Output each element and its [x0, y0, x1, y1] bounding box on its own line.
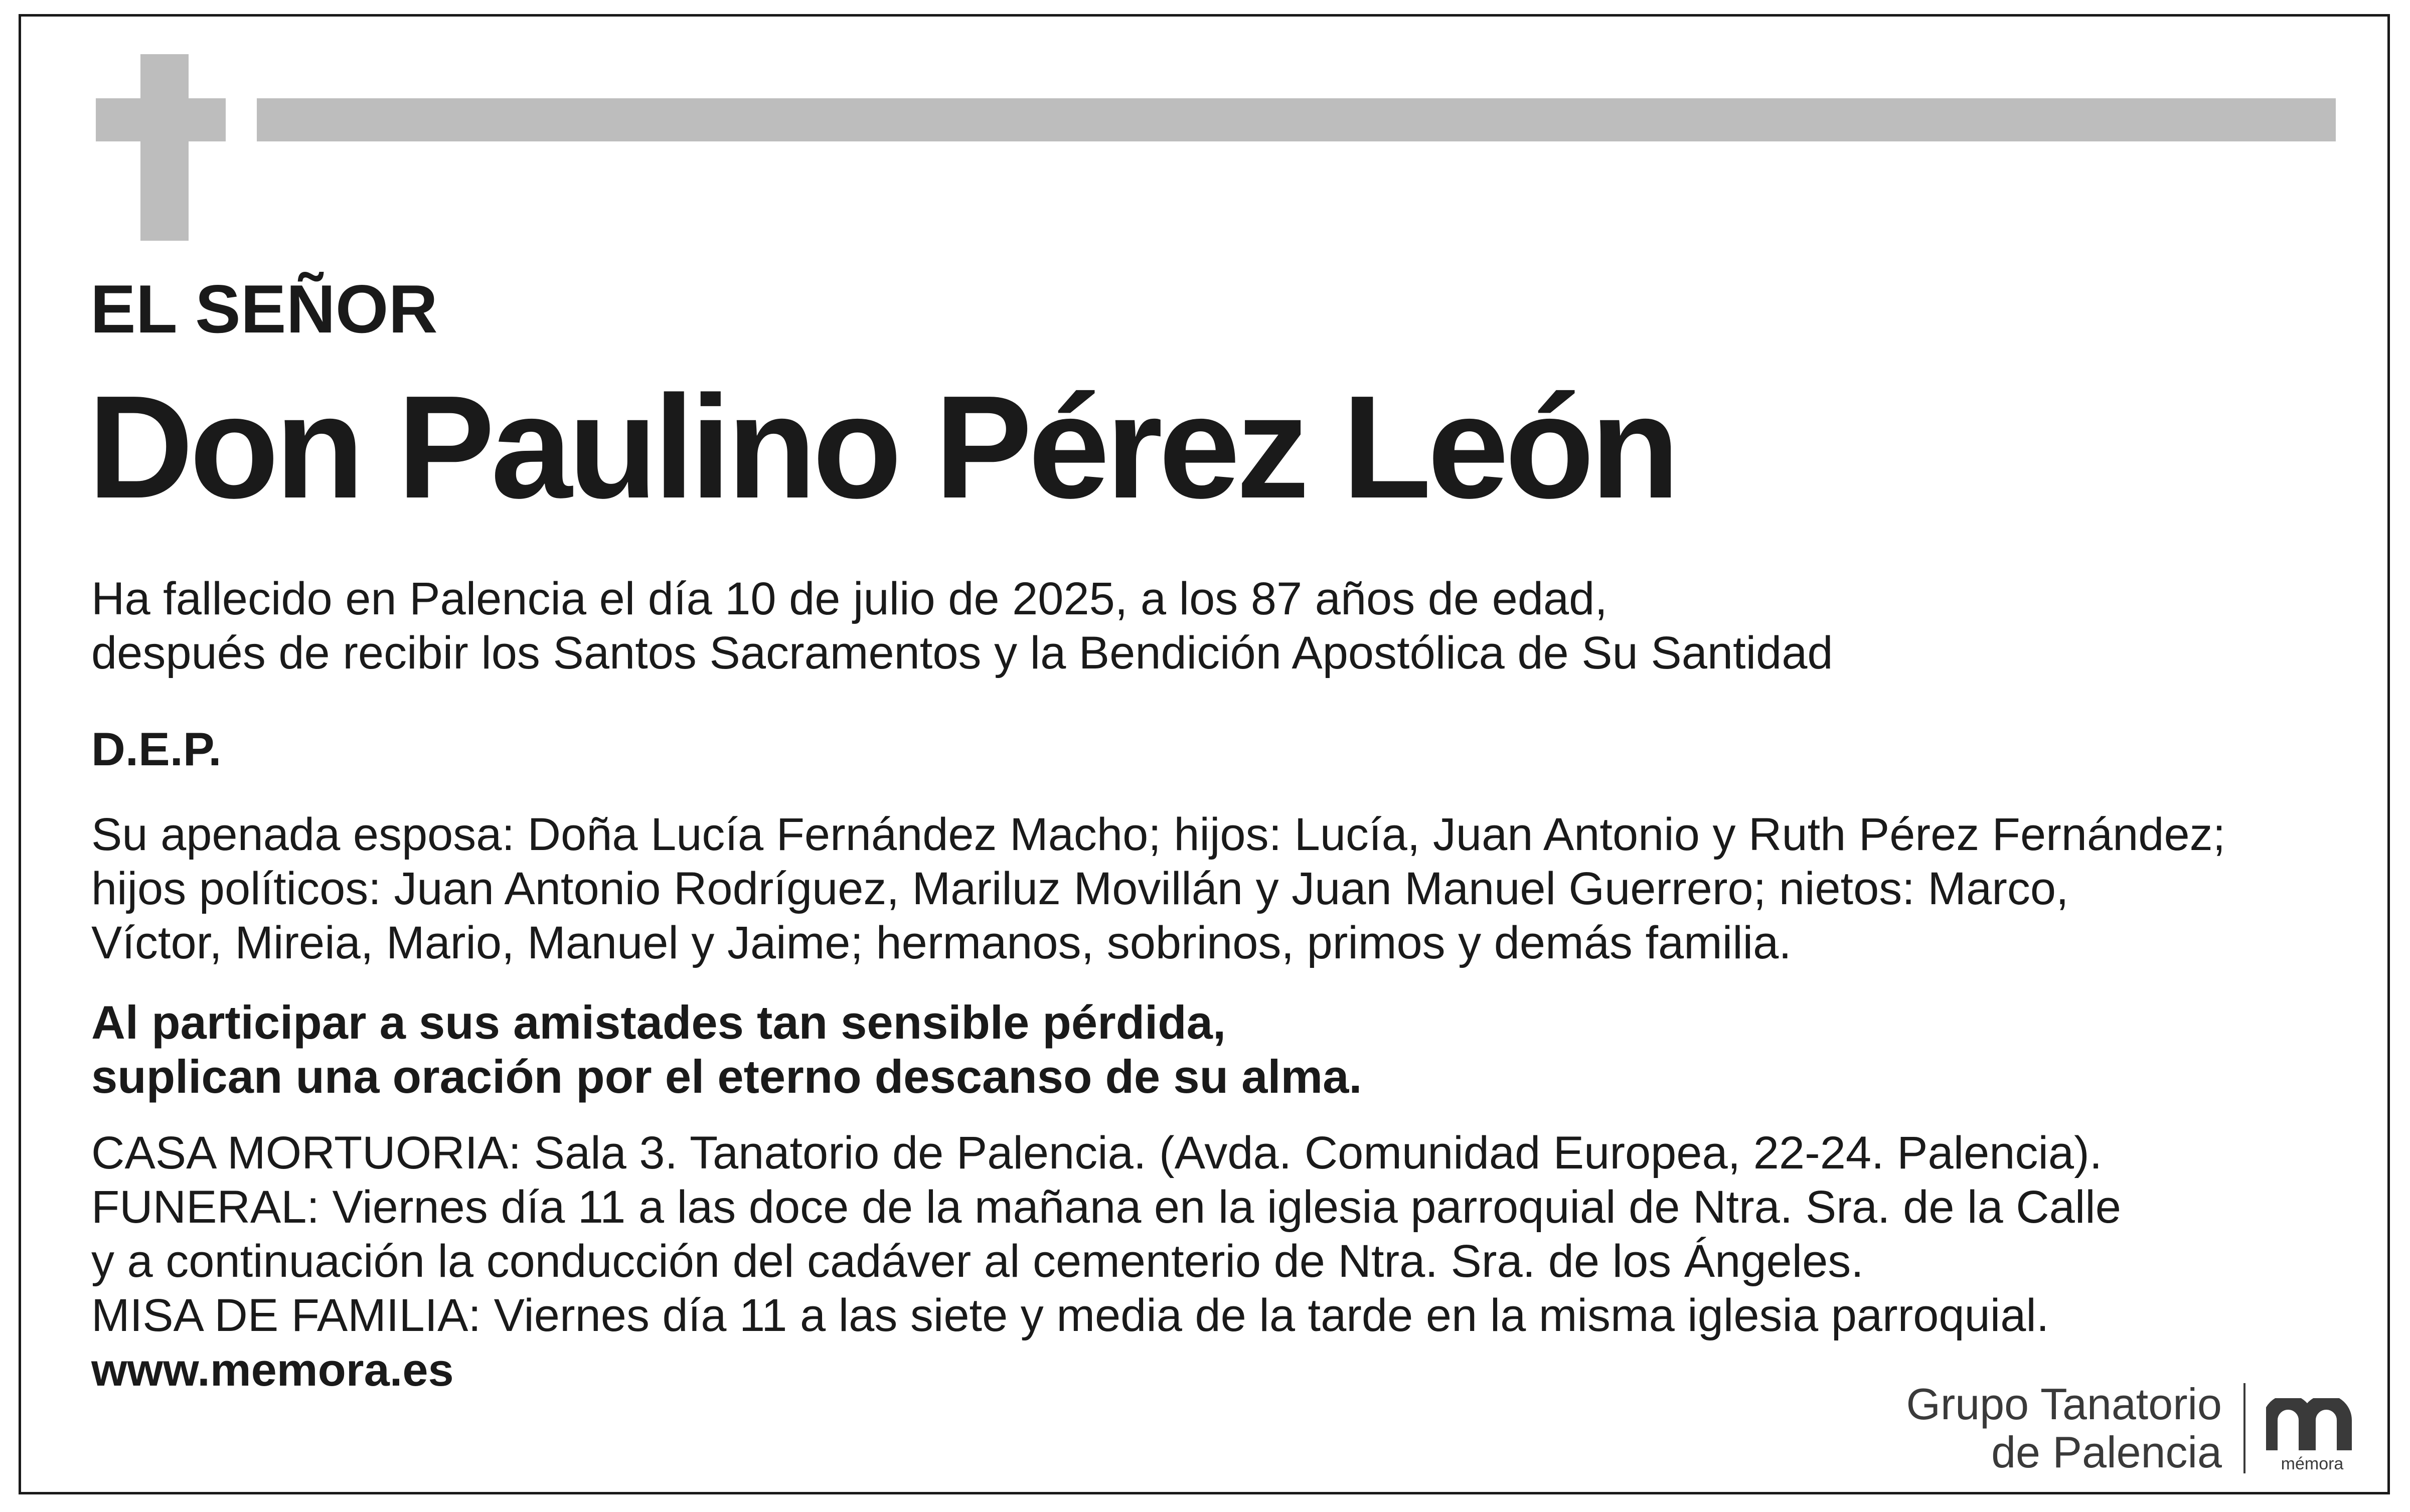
- logo-divider: [2243, 1383, 2245, 1473]
- cross-icon-horizontal: [96, 98, 226, 141]
- details-line: FUNERAL: Viernes día 11 a las doce de la mañana en la iglesia parroquial de Ntra. Sra. de la Calle: [91, 1182, 2121, 1233]
- details-line: MISA DE FAMILIA: Viernes día 11 a las siete y media de la tarde en la misma iglesia parroquial.: [91, 1290, 2049, 1341]
- memora-logo-icon: [2266, 1398, 2355, 1452]
- title-prefix: EL SEÑOR: [90, 271, 438, 347]
- logo-caption: mémora: [2281, 1454, 2344, 1473]
- dep-label: D.E.P.: [91, 723, 222, 775]
- intro-paragraph: [91, 572, 1833, 680]
- intro-line: Ha fallecido en Palencia el día 10 de julio de 2025, a los 87 años de edad,: [91, 573, 1608, 624]
- family-line: Víctor, Mireia, Mario, Manuel y Jaime; hermanos, sobrinos, primos y demás familia.: [91, 917, 1792, 968]
- details-line: y a continuación la conducción del cadáver al cementerio de Ntra. Sra. de los Ángeles.: [91, 1236, 1864, 1287]
- request-paragraph: [91, 995, 1362, 1104]
- request-line: suplican una oración por el eterno descanso de su alma.: [91, 1050, 1362, 1103]
- family-line: Su apenada esposa: Doña Lucía Fernández Macho; hijos: Lucía, Juan Antonio y Ruth Pérez Fernández;: [91, 809, 2226, 860]
- family-line: hijos políticos: Juan Antonio Rodríguez, Mariluz Movillán y Juan Manuel Guerrero; nietos: Marco,: [91, 863, 2069, 914]
- details-line: CASA MORTUORIA: Sala 3. Tanatorio de Palencia. (Avda. Comunidad Europea, 22-24. Palencia).: [91, 1127, 2103, 1179]
- header-bar: [257, 98, 2336, 141]
- intro-line: después de recibir los Santos Sacramentos y la Bendición Apostólica de Su Santidad: [91, 627, 1833, 679]
- funeral-home-name: [1806, 1380, 2222, 1476]
- funeral-home-line: de Palencia: [1991, 1427, 2222, 1477]
- website-link[interactable]: www.memora.es: [91, 1345, 454, 1396]
- service-details: [91, 1126, 2121, 1342]
- cross-icon-vertical: [140, 54, 189, 241]
- family-paragraph: [91, 807, 2225, 970]
- request-line: Al participar a sus amistades tan sensible pérdida,: [91, 996, 1226, 1049]
- deceased-name: Don Paulino Pérez León: [88, 365, 1676, 529]
- funeral-home-line: Grupo Tanatorio: [1906, 1379, 2222, 1429]
